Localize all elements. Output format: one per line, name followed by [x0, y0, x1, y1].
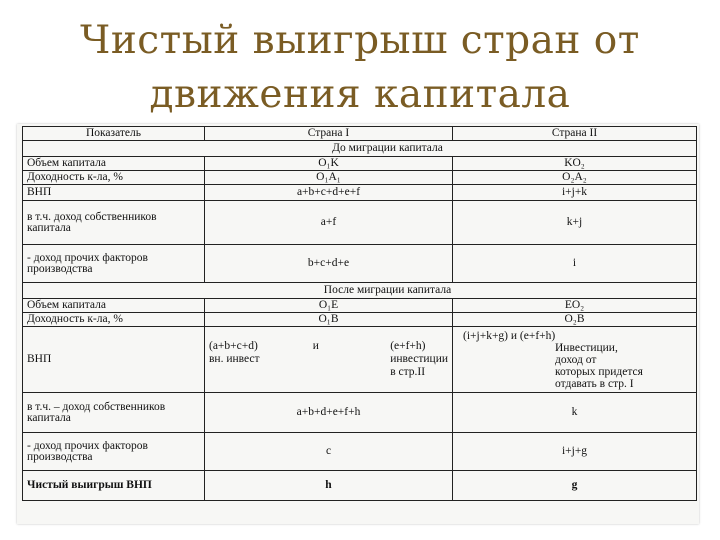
cell-country-2: O₂B: [453, 313, 697, 327]
cell-country-2: KO₂: [453, 157, 697, 171]
cell-country-1: a+b+d+e+f+h: [205, 393, 453, 433]
row-label: Объем капитала: [23, 299, 205, 313]
income-note-1: Инвестиции,: [555, 341, 618, 354]
cell-country-2: i: [453, 245, 697, 283]
row-label: - доход прочих факторов производства: [23, 245, 205, 283]
income-note-4: отдавать в стр. I: [555, 377, 634, 390]
cell-country-2: O₂A₂: [453, 171, 697, 185]
row-label: в т.ч. – доход собственников капитала: [23, 393, 205, 433]
cell-country-2: g: [453, 471, 697, 501]
cell-country-1: [205, 327, 453, 393]
table-scan: [17, 124, 699, 524]
section-row-after: [23, 283, 697, 299]
row-label: Доходность к-ла, %: [23, 171, 205, 185]
slide-title: [0, 14, 720, 122]
row-label: Объем капитала: [23, 157, 205, 171]
row-label: Чистый выигрыш ВНП: [23, 471, 205, 501]
section-row-before: [23, 141, 697, 157]
foreign-investment-formula: (e+f+h): [390, 340, 426, 352]
cell-country-2: [453, 327, 697, 393]
income-note-2: доход от: [555, 353, 597, 366]
table-row: [23, 299, 697, 313]
title-line-1: Чистый выигрыш стран от: [80, 18, 640, 63]
cell-country-1: O₁B: [205, 313, 453, 327]
cell-country-1: a+b+c+d+e+f: [205, 185, 453, 201]
header-country-2: Страна II: [453, 127, 697, 141]
table-row: [23, 171, 697, 185]
row-label: ВНП: [23, 185, 205, 201]
cell-country-2: EO₂: [453, 299, 697, 313]
cell-country-1: a+f: [205, 201, 453, 245]
foreign-investment-label: инвестиции: [390, 353, 448, 365]
conjunction: и: [312, 340, 319, 352]
section-after-label: После миграции капитала: [23, 283, 697, 299]
cell-country-1: h: [205, 471, 453, 501]
table-row-net-gain: [23, 471, 697, 501]
table-row: [23, 393, 697, 433]
cell-country-2: i+j+g: [453, 433, 697, 471]
cell-country-1: b+c+d+e: [205, 245, 453, 283]
row-label: Доходность к-ла, %: [23, 313, 205, 327]
foreign-investment: [372, 340, 448, 379]
table-row: [23, 245, 697, 283]
domestic-investment-label: вн. инвест: [209, 353, 260, 365]
header-row: [23, 127, 697, 141]
table-row: [23, 185, 697, 201]
data-table: [22, 126, 697, 501]
income-formula: (i+j+k+g) и (e+f+h): [463, 329, 556, 342]
cell-country-2: i+j+k: [453, 185, 697, 201]
section-before-label: До миграции капитала: [23, 141, 697, 157]
row-label: - доход прочих факторов производства: [23, 433, 205, 471]
domestic-investment: [209, 340, 260, 366]
table-row-vnp-after: [23, 327, 697, 393]
table-row: [23, 433, 697, 471]
income-note-3: которых придется: [555, 365, 643, 378]
cell-country-1: O₁K: [205, 157, 453, 171]
row-label: ВНП: [23, 327, 205, 393]
table-row: [23, 313, 697, 327]
cell-country-1: O₁E: [205, 299, 453, 313]
header-indicator: Показатель: [23, 127, 205, 141]
cell-country-2: k+j: [453, 201, 697, 245]
row-label: в т.ч. доход собственников капитала: [23, 201, 205, 245]
domestic-investment-formula: (a+b+c+d): [209, 340, 258, 352]
header-country-1: Страна I: [205, 127, 453, 141]
title-line-2: движения капитала: [149, 72, 571, 117]
cell-country-1: O₁A₁: [205, 171, 453, 185]
table-row: [23, 201, 697, 245]
table-row: [23, 157, 697, 171]
cell-country-2: k: [453, 393, 697, 433]
cell-country-1: c: [205, 433, 453, 471]
foreign-investment-target: в стр.II: [390, 366, 426, 378]
